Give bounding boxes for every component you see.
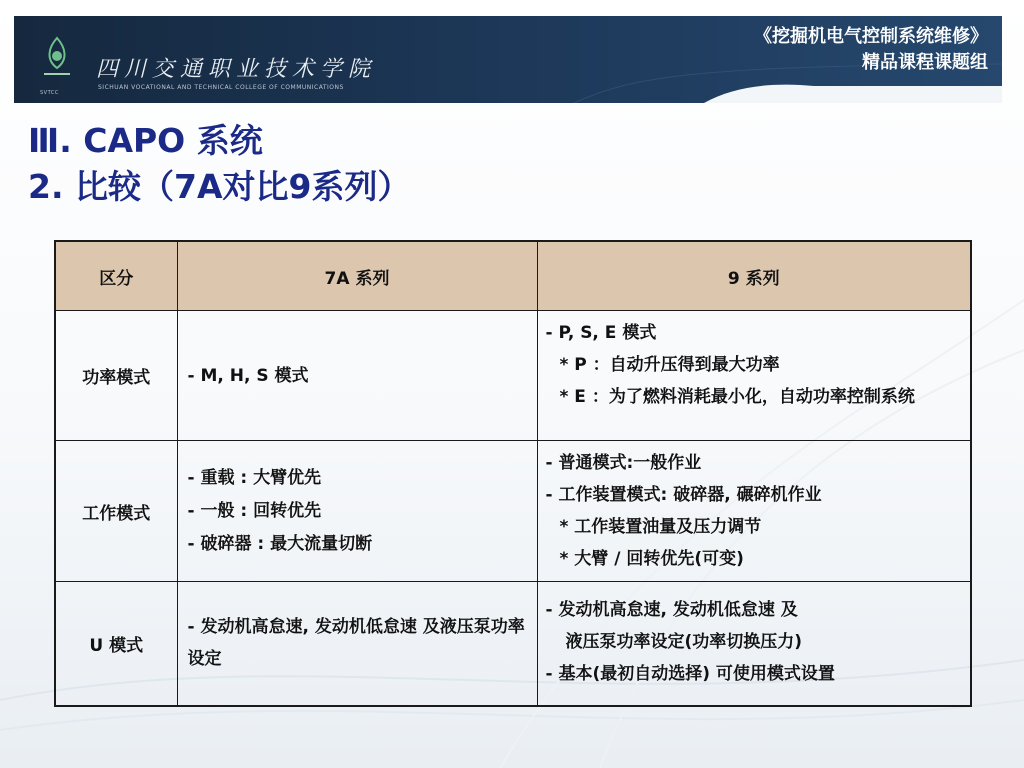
table-row xyxy=(55,311,971,441)
cell-9-power-mode xyxy=(537,311,971,441)
cell-line: - 工作装置模式: 破碎器, 碾碎机作业 xyxy=(545,485,822,505)
comparison-table xyxy=(54,240,972,707)
title-line1: Ⅲ. CAPO 系统 xyxy=(28,121,263,160)
cell-7a-work-mode xyxy=(177,441,537,582)
cell-line: - 重载 : 大臂优先 xyxy=(187,467,322,488)
cell-line: * E ：为了燃料消耗最小化，自动功率控制系统 xyxy=(559,387,915,407)
title-line2: 2. 比较（7A对比9系列） xyxy=(28,167,411,206)
school-name: 四川交通职业技术学院 xyxy=(96,57,377,82)
page-title xyxy=(28,118,410,210)
table-row xyxy=(55,582,971,706)
header-category: 区分 xyxy=(55,241,177,311)
cell-7a-power-mode xyxy=(177,311,537,441)
cell-7a-u-mode xyxy=(177,582,537,706)
course-title xyxy=(754,24,988,76)
cell-line: - 普通模式:一般作业 xyxy=(545,453,702,473)
row-label-work-mode: 工作模式 xyxy=(55,441,177,582)
cell-line: * 工作装置油量及压力调节 xyxy=(559,517,762,537)
cell-9-u-mode xyxy=(537,582,971,706)
header-7a-series: 7A 系列 xyxy=(177,241,537,311)
cell-line: - 基本(最初自动选择) 可使用模式设置 xyxy=(545,664,835,684)
cell-9-work-mode xyxy=(537,441,971,582)
school-subtitle: SICHUAN VOCATIONAL AND TECHNICAL COLLEGE OF COMMUNICATIONS xyxy=(98,84,344,91)
header-9-series: 9 系列 xyxy=(537,241,971,311)
cell-line: - 发动机高怠速, 发动机低怠速 及液压泵功率设定 xyxy=(187,617,525,670)
course-title-line1: 《挖掘机电气控制系统维修》 xyxy=(754,26,988,47)
cell-line: - M, H, S 模式 xyxy=(187,365,309,386)
table-row xyxy=(55,441,971,582)
table-header-row xyxy=(55,241,971,311)
cell-line: - 破碎器 : 最大流量切断 xyxy=(187,533,373,554)
row-label-u-mode: U 模式 xyxy=(55,582,177,706)
cell-line: 液压泵功率设定(功率切换压力) xyxy=(565,632,803,652)
course-title-line2: 精品课程课题组 xyxy=(862,52,988,73)
cell-line: - 发动机高怠速, 发动机低怠速 及 xyxy=(545,600,798,620)
school-logo xyxy=(38,34,76,90)
cell-line: * 大臂 / 回转优先(可变) xyxy=(559,549,744,569)
cell-line: - 一般 : 回转优先 xyxy=(187,500,322,521)
logo-caption: SVTCC xyxy=(40,90,59,96)
cell-line: * P ：自动升压得到最大功率 xyxy=(559,355,780,375)
header-banner xyxy=(14,16,1002,103)
cell-line: - P, S, E 模式 xyxy=(545,323,657,343)
row-label-power-mode: 功率模式 xyxy=(55,311,177,441)
